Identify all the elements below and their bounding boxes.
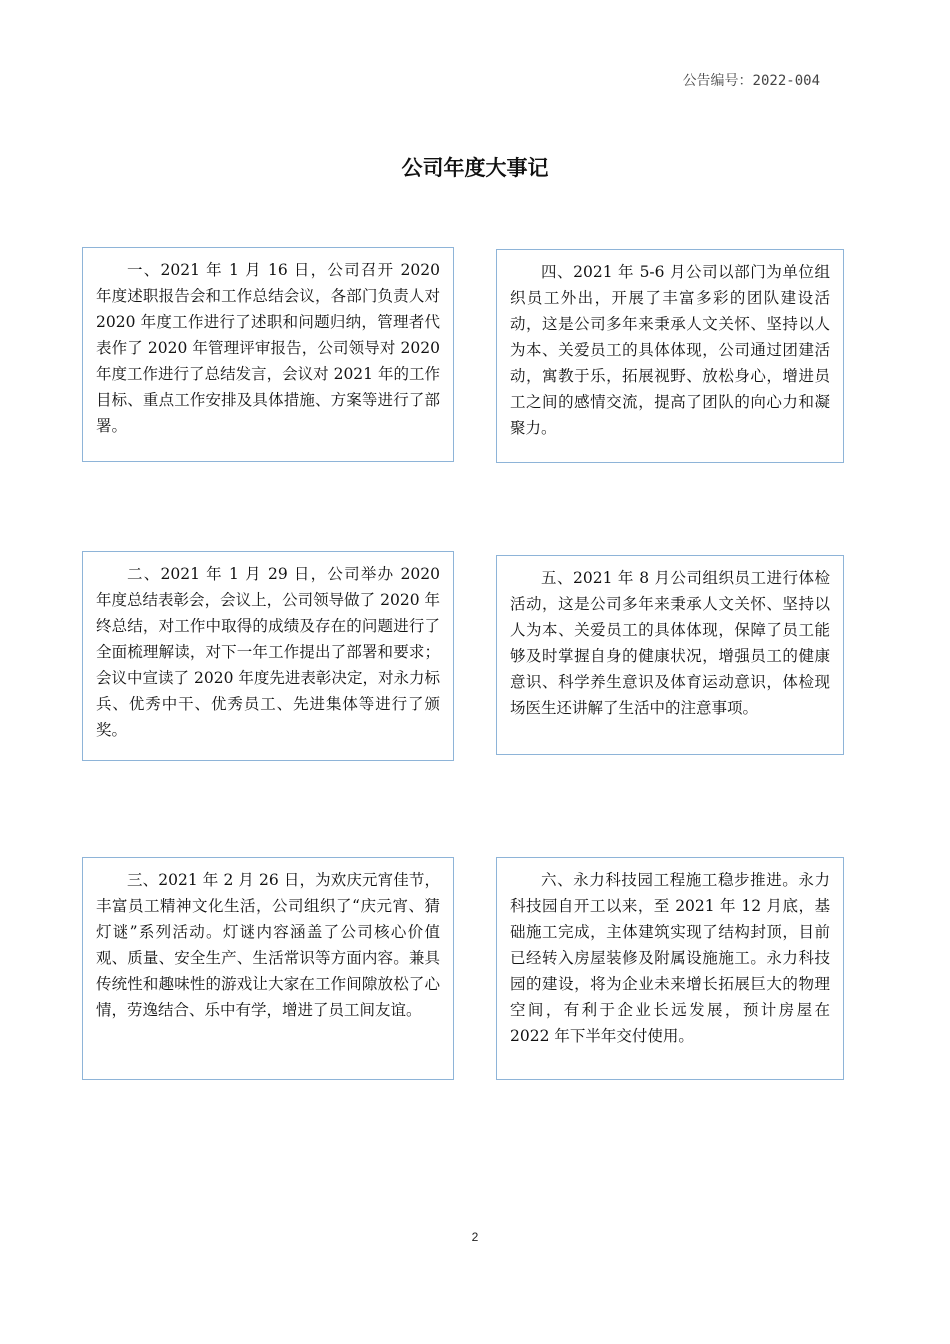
notice-number: 公告编号：2022-004	[682, 73, 820, 89]
page-number: 2	[471, 1230, 479, 1244]
event-box-5: 五、2021 年 8 月公司组织员工进行体检活动，这是公司多年来秉承人文关怀、坚持以人为本、关爱员工的具体体现，保障了员工能够及时掌握自身的健康状况，增强员工的健康意识、科学养生意识及体育运动意识，体检现场医生还讲解了生活中的注意事项。	[496, 555, 844, 755]
event-box-3: 三、2021 年 2 月 26 日，为欢庆元宵佳节，丰富员工精神文化生活，公司组织了“庆元宵、猜灯谜”系列活动。灯谜内容涵盖了公司核心价值观、质量、安全生产、生活常识等方面内容。兼具传统性和趣味性的游戏让大家在工作间隙放松了心情，劳逸结合、乐中有学，增进了员工间友谊。	[82, 857, 454, 1080]
event-box-1: 一、2021 年 1 月 16 日，公司召开 2020 年度述职报告会和工作总结会议，各部门负责人对 2020 年度工作进行了述职和问题归纳，管理者代表作了 2020 年管理评审报告，公司领导对 2020 年度工作进行了总结发言，会议对 2021 年的工作目标、重点工作安排及具体措施、方案等进行了部署。	[82, 247, 454, 462]
event-box-6: 六、永力科技园工程施工稳步推进。永力科技园自开工以来，至 2021 年 12 月底，基础施工完成，主体建筑实现了结构封顶，目前已经转入房屋装修及附属设施施工。永力科技园的建设，将为企业未来增长拓展巨大的物理空间，有利于企业长远发展，预计房屋在 2022 年下半年交付使用。	[496, 857, 844, 1080]
event-box-4: 四、2021 年 5-6 月公司以部门为单位组织员工外出，开展了丰富多彩的团队建设活动，这是公司多年来秉承人文关怀、坚持以人为本、关爱员工的具体体现，公司通过团建活动，寓教于乐，拓展视野、放松身心，增进员工之间的感情交流，提高了团队的向心力和凝聚力。	[496, 249, 844, 463]
event-box-2: 二、2021 年 1 月 29 日，公司举办 2020 年度总结表彰会，会议上，公司领导做了 2020 年终总结，对工作中取得的成绩及存在的问题进行了全面梳理解读，对下一年工作提出了部署和要求；会议中宣读了 2020 年度先进表彰决定，对永力标兵、优秀中干、优秀员工、先进集体等进行了颁奖。	[82, 551, 454, 761]
page-title: 公司年度大事记	[401, 156, 549, 180]
